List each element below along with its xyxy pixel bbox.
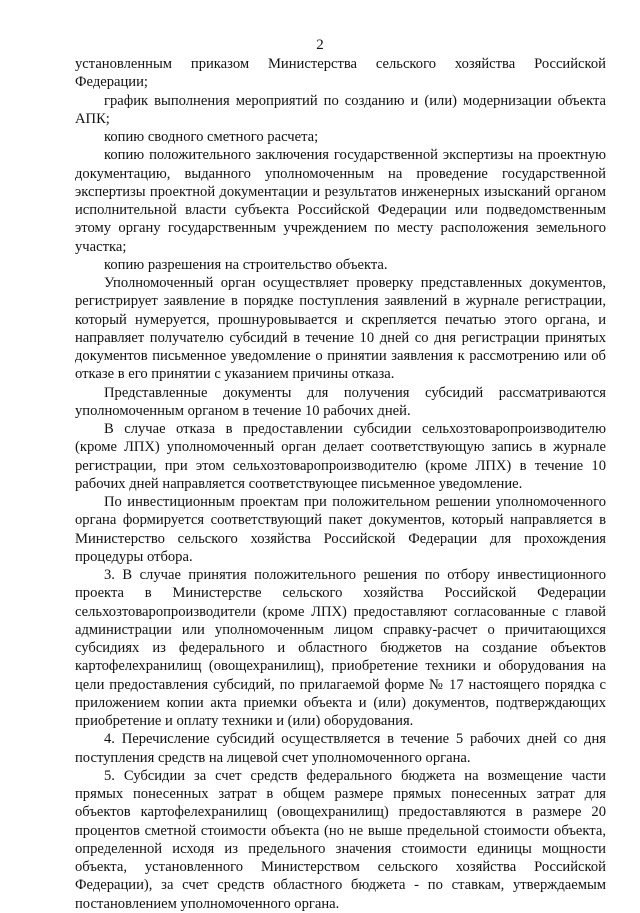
paragraph-6: Уполномоченный орган осуществляет проверку представленных документов, регистрирует заявление в порядке поступления заявлений в журнале регистрации, который нумеруется, прошнуровывается и скрепляется печатью этого органа, и направляет получателю субсидий в течение 10 дней со дня регистрации принятых документов письменное уведомление о принятии заявления к рассмотрению или об отказе в его принятии с указанием причины отказа.: [75, 275, 606, 383]
paragraph-1: установленным приказом Министерства сельского хозяйства Российской Федерации;: [75, 56, 606, 91]
page-number: 2: [316, 37, 324, 53]
document-body: [75, 55, 606, 913]
paragraph-5: копию разрешения на строительство объекта.: [104, 256, 388, 273]
paragraph-11: 4. Перечисление субсидий осуществляется в течение 5 рабочих дней со дня поступления средств на лицевой счет уполномоченного органа.: [75, 731, 606, 766]
paragraph-4: копию положительного заключения государственной экспертизы на проектную документацию, выданного уполномоченным на проведение государственной экспертизы проектной документации и результатов инженерных изысканий органом исполнительной власти субъекта Российской Федерации или подведомственным этому органу государственным учреждением по месту расположения земельного участка;: [75, 147, 606, 255]
paragraph-3: копию сводного сметного расчета;: [104, 129, 319, 145]
paragraph-12: 5. Субсидии за счет средств федерального бюджета на возмещение части прямых понесенных затрат в общем размере прямых понесенных затрат для объектов картофелехранилищ (овощехранилищ) предоставляются в размере 20 процентов сметной стоимости объекта (но не выше предельной стоимости объекта, определенной исходя из предельного значения стоимости единицы мощности объекта, установленного Министерством сельского хозяйства Российской Федерации), за счет средств областного бюджета - по ставкам, утверждаемым постановлением уполномоченного органа.: [75, 767, 606, 912]
paragraph-9: По инвестиционным проектам при положительном решении уполномоченного органа формируется соответствующий пакет документов, который направляется в Министерство сельского хозяйства Российской Федерации для прохождения процедуры отбора.: [75, 494, 606, 565]
paragraph-8: В случае отказа в предоставлении субсидии сельхозтоваропроизводителю (кроме ЛПХ) уполномоченный орган делает соответствующую запись в журнале регистрации, при этом сельхозтоваропроизводителю (кроме ЛПХ) в течение 10 рабочих дней направляется соответствующее письменное уведомление.: [75, 421, 606, 492]
paragraph-7: Представленные документы для получения субсидий рассматриваются уполномоченным органом в течение 10 рабочих дней.: [75, 384, 606, 419]
paragraph-2: график выполнения мероприятий по созданию и (или) модернизации объекта АПК;: [75, 92, 606, 127]
paragraph-10: 3. В случае принятия положительного решения по отбору инвестиционного проекта в Министерстве сельского хозяйства Российской Федерации сельхозтоваропроизводители (кроме ЛПХ) предоставляют согласованные с главой администрации или уполномоченным лицом справку-расчет о причитающихся субсидиях из федерального и областного бюджетов на создание объектов картофелехранилищ (овощехранилищ), приобретение техники и оборудования на цели предоставления субсидий, по прилагаемой форме № 17 настоящего порядка с приложением копии акта приемки объекта и (или) документов, подтверждающих приобретение и оплату техники и (или) оборудования.: [75, 567, 606, 729]
